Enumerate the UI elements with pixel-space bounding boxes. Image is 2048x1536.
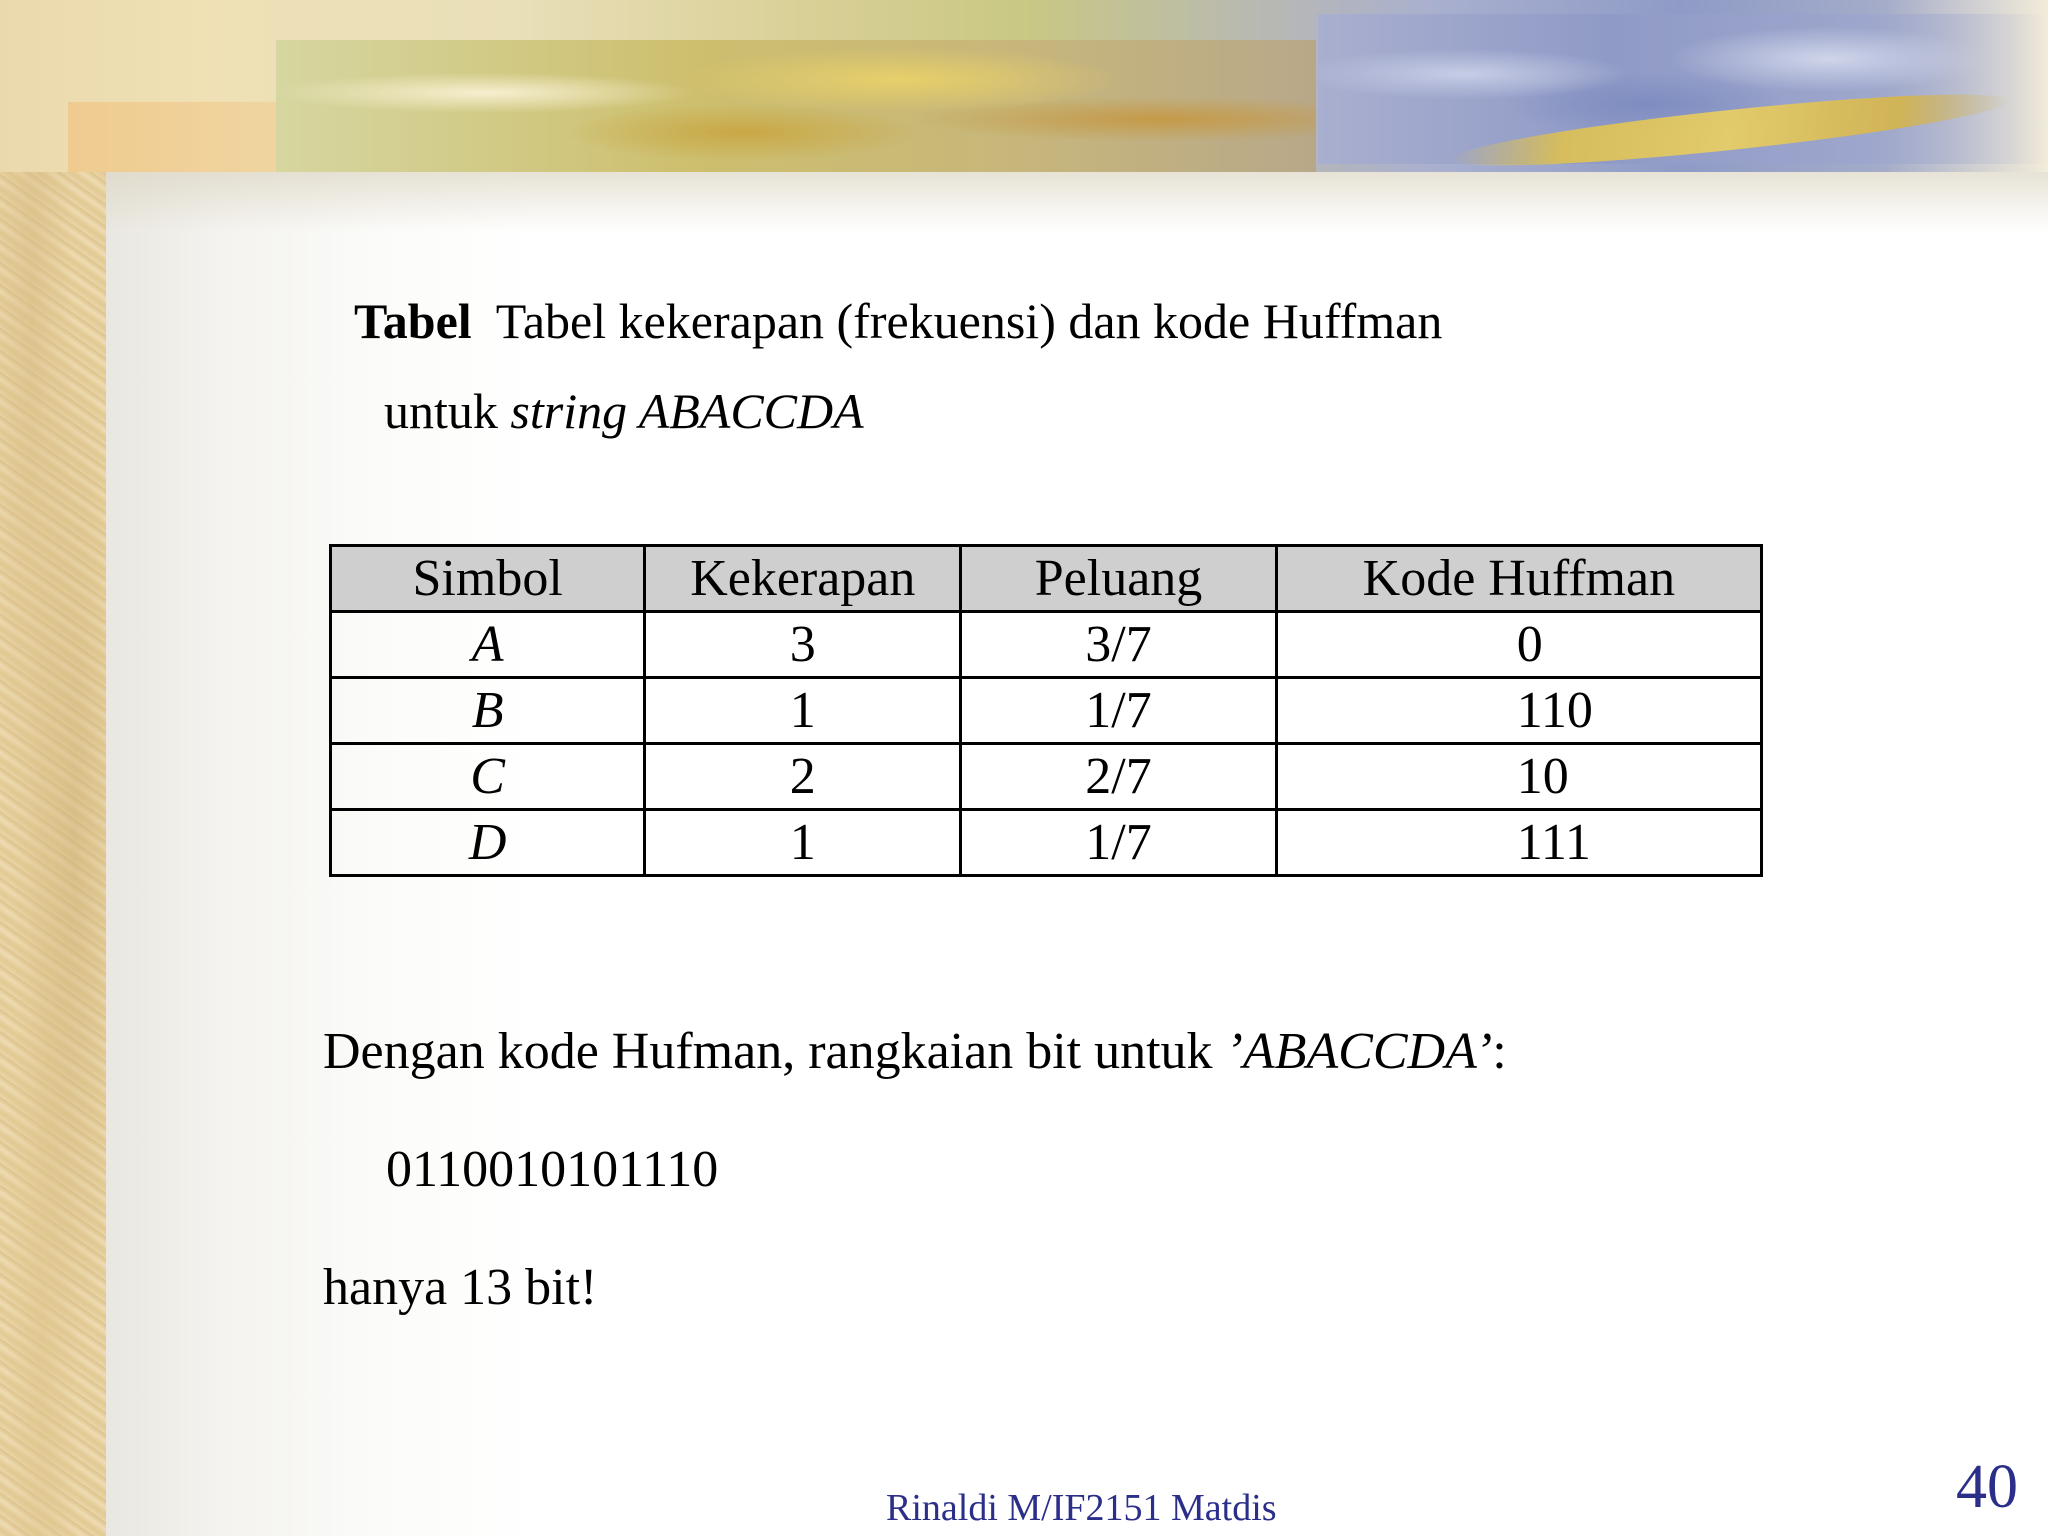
- page-number: 40: [1956, 1453, 2018, 1521]
- cell-kekerapan: 1: [645, 678, 961, 744]
- left-parchment-strip: [0, 0, 106, 1536]
- table-header-row: [331, 546, 1762, 612]
- cell-peluang: 3/7: [961, 612, 1276, 678]
- banner-flower-photo: [276, 40, 1316, 172]
- cell-kode: [1276, 744, 1761, 810]
- bit-count-note: hanya 13 bit!: [323, 1259, 598, 1316]
- cell-kode-text: 0: [1516, 615, 1543, 673]
- caption-line2-prefix: untuk: [384, 383, 511, 439]
- caption-line2-italic: string ABACCDA: [510, 383, 864, 439]
- header-peluang: Peluang: [961, 546, 1276, 612]
- cell-kode: [1276, 678, 1761, 744]
- bit-string: 0110010101110: [386, 1141, 719, 1198]
- header-kode-huffman: Kode Huffman: [1276, 546, 1761, 612]
- cell-kekerapan: 2: [645, 744, 961, 810]
- table-row: [331, 810, 1762, 876]
- cell-kode-text: 111: [1516, 813, 1591, 871]
- caption-title-line1: Tabel kekerapan (frekuensi) dan kode Huffman: [495, 293, 1443, 349]
- caption-line2: [354, 366, 1754, 456]
- table-caption: [354, 276, 1754, 456]
- cell-peluang: 1/7: [961, 678, 1276, 744]
- table-row: [331, 612, 1762, 678]
- cell-kode-text: 110: [1516, 681, 1593, 739]
- cell-kode: [1276, 810, 1761, 876]
- encoding-sentence: [323, 1022, 1507, 1081]
- footer-text: Rinaldi M/IF2151 Matdis: [886, 1487, 1277, 1529]
- header-kekerapan: Kekerapan: [645, 546, 961, 612]
- cell-kode-text: 10: [1516, 747, 1569, 805]
- encoding-sentence-string: ’ABACCDA’: [1225, 1023, 1493, 1080]
- cell-kode: [1276, 612, 1761, 678]
- cell-peluang: 1/7: [961, 810, 1276, 876]
- encoding-sentence-prefix: Dengan kode Hufman, rangkaian bit untuk: [323, 1023, 1226, 1080]
- table-row: [331, 678, 1762, 744]
- cell-simbol: B: [331, 678, 645, 744]
- cell-simbol: C: [331, 744, 645, 810]
- encoding-sentence-suffix: :: [1492, 1023, 1507, 1080]
- cell-simbol: D: [331, 810, 645, 876]
- huffman-table: [329, 544, 1763, 877]
- panel-top-shadow: [106, 172, 2048, 232]
- caption-label: Tabel: [354, 293, 472, 349]
- cell-kekerapan: 1: [645, 810, 961, 876]
- cell-kekerapan: 3: [645, 612, 961, 678]
- cell-peluang: 2/7: [961, 744, 1276, 810]
- cell-simbol: A: [331, 612, 645, 678]
- table-row: [331, 744, 1762, 810]
- header-simbol: Simbol: [331, 546, 645, 612]
